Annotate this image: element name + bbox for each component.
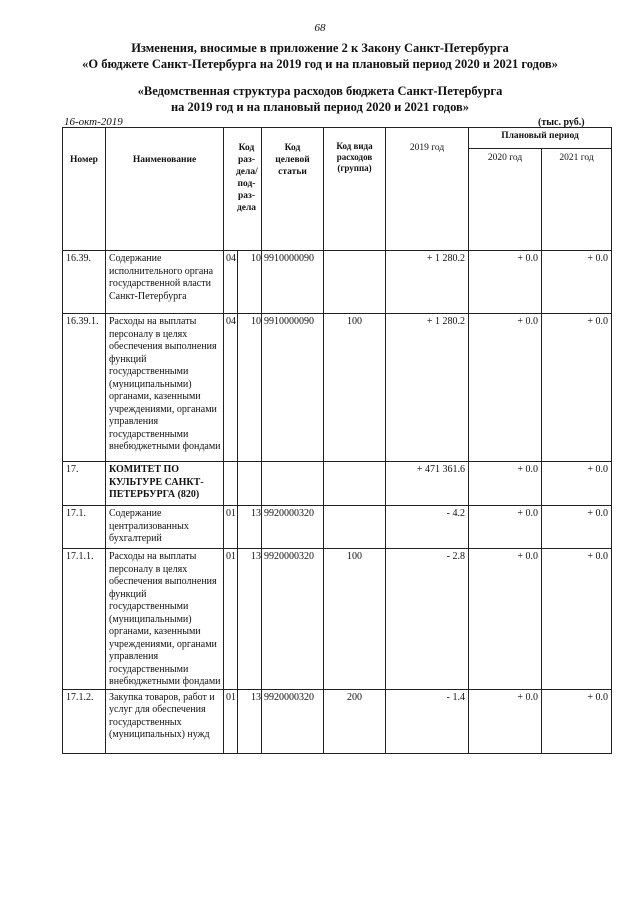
row-name: Расходы на выплаты персоналу в целях обеспечения выполнения функций государственными (муниципальными) органами, казенными учреждениями, органами управления государственными внебюджетными фондами [106, 549, 224, 690]
row-section-code: 04 [224, 314, 238, 462]
header-2020: 2020 год [469, 149, 542, 251]
row-target-code: 9920000320 [262, 549, 324, 690]
row-expense-type [324, 251, 386, 314]
document-date: 16-окт-2019 [64, 116, 123, 128]
row-amount-2020: + 0.0 [469, 462, 542, 506]
table-row [63, 506, 612, 549]
row-amount-2020: + 0.0 [469, 549, 542, 690]
row-amount-2019: - 1.4 [386, 689, 469, 753]
row-section-code: 01 [224, 689, 238, 753]
row-section-code: 01 [224, 549, 238, 690]
row-name: Расходы на выплаты персоналу в целях обеспечения выполнения функций государственными (муниципальными) органами, казенными учреждениями, органами управления государственными внебюджетными фондами [106, 314, 224, 462]
row-expense-type [324, 462, 386, 506]
row-amount-2019: + 1 280.2 [386, 314, 469, 462]
header-2021: 2021 год [542, 149, 612, 251]
header-planned-period: Плановый период [469, 128, 612, 149]
row-number: 17.1.1. [63, 549, 106, 690]
table-row [63, 549, 612, 690]
row-amount-2019: - 4.2 [386, 506, 469, 549]
row-amount-2021: + 0.0 [542, 314, 612, 462]
row-amount-2021: + 0.0 [542, 689, 612, 753]
units-label: (тыс. руб.) [538, 117, 585, 128]
row-subsection-code: 10 [238, 314, 262, 462]
header-target: Код целевой статьи [262, 128, 324, 251]
row-number: 17.1.2. [63, 689, 106, 753]
subtitle-line-1: «Ведомственная структура расходов бюджета Санкт-Петербурга [137, 84, 503, 98]
row-name: КОМИТЕТ ПО КУЛЬТУРЕ САНКТ-ПЕТЕРБУРГА (820) [106, 462, 224, 506]
row-section-code: 01 [224, 506, 238, 549]
row-number: 16.39.1. [63, 314, 106, 462]
row-expense-type: 100 [324, 549, 386, 690]
header-name: Наименование [106, 128, 224, 251]
row-name: Содержание централизованных бухгалтерий [106, 506, 224, 549]
row-expense-type [324, 506, 386, 549]
table-row [63, 314, 612, 462]
row-subsection-code: 10 [238, 251, 262, 314]
page-number: 68 [314, 22, 326, 34]
row-amount-2020: + 0.0 [469, 689, 542, 753]
row-target-code: 9910000090 [262, 251, 324, 314]
row-expense-type: 200 [324, 689, 386, 753]
row-section-code [224, 462, 238, 506]
row-target-code: 9920000320 [262, 689, 324, 753]
row-amount-2021: + 0.0 [542, 549, 612, 690]
row-name: Закупка товаров, работ и услуг для обеспечения государственных (муниципальных) нужд [106, 689, 224, 753]
row-amount-2019: - 2.8 [386, 549, 469, 690]
row-amount-2020: + 0.0 [469, 251, 542, 314]
title-line-1: Изменения, вносимые в приложение 2 к Закону Санкт-Петербурга [131, 41, 509, 55]
table-header [63, 128, 612, 251]
row-amount-2019: + 1 280.2 [386, 251, 469, 314]
table-row [63, 689, 612, 753]
row-amount-2021: + 0.0 [542, 462, 612, 506]
row-target-code: 9920000320 [262, 506, 324, 549]
row-amount-2021: + 0.0 [542, 251, 612, 314]
row-subsection-code: 13 [238, 506, 262, 549]
subtitle-line-2: на 2019 год и на плановый период 2020 и 2021 годов» [170, 100, 470, 114]
title-line-2: «О бюджете Санкт-Петербурга на 2019 год и на плановый период 2020 и 2021 годов» [82, 57, 558, 71]
table-row [63, 462, 612, 506]
budget-table [62, 127, 612, 754]
row-section-code: 04 [224, 251, 238, 314]
row-subsection-code: 13 [238, 689, 262, 753]
header-expense-type: Код вида расходов (группа) [324, 128, 386, 251]
row-number: 17.1. [63, 506, 106, 549]
row-target-code: 9910000090 [262, 314, 324, 462]
document-subtitle [0, 83, 640, 115]
row-expense-type: 100 [324, 314, 386, 462]
row-number: 17. [63, 462, 106, 506]
row-subsection-code: 13 [238, 549, 262, 690]
row-amount-2020: + 0.0 [469, 314, 542, 462]
row-amount-2020: + 0.0 [469, 506, 542, 549]
table-body [63, 251, 612, 754]
table-row [63, 251, 612, 314]
header-number: Номер [63, 128, 106, 251]
document-title [0, 40, 640, 72]
row-amount-2021: + 0.0 [542, 506, 612, 549]
row-amount-2019: + 471 361.6 [386, 462, 469, 506]
row-name: Содержание исполнительного органа государственной власти Санкт-Петербурга [106, 251, 224, 314]
row-target-code [262, 462, 324, 506]
header-2019: 2019 год [386, 128, 469, 251]
row-subsection-code [238, 462, 262, 506]
row-number: 16.39. [63, 251, 106, 314]
header-section: Код раз-дела/ под-раз-дела [224, 128, 262, 251]
